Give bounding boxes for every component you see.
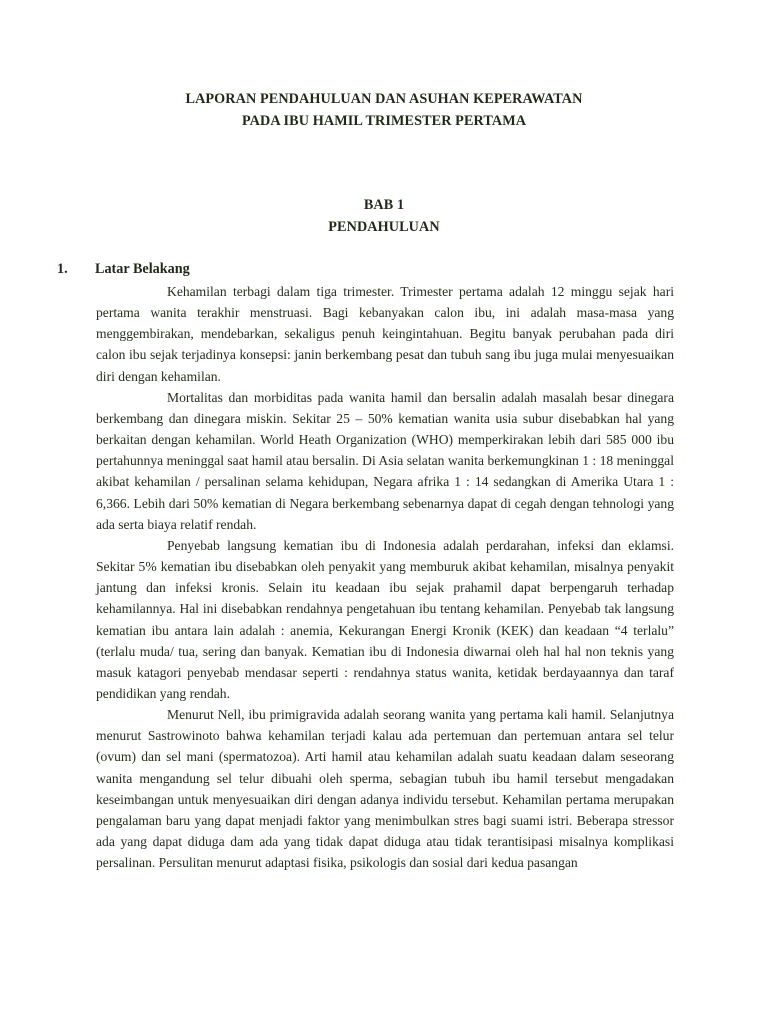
- chapter-title: PENDAHULUAN: [328, 219, 440, 235]
- paragraph-2: Mortalitas dan morbiditas pada wanita hamil dan bersalin adalah masalah besar dinegara berkembang dan dinegara miskin. Sekitar 25 – 50% kematian wanita usia subur disebabkan hal yang berkaitan dengan kehamilan. World Heath Organization (WHO) memperkirakan lebih dari 585 000 ibu pertahunnya meninggal saat hamil atau bersalin. Di Asia selatan wanita berkemungkinan 1 : 18 meninggal akibat kehamilan / persalinan selama kehidupan, Negara afrika 1 : 14 sedangkan di Amerika Utara 1 : 6,366. Lebih dari 50% kematian di Negara berkembang sebenarnya dapat di cegah dengan tehnologi yang ada serta biaya relatif rendah.: [96, 389, 674, 532]
- paragraph-1: Kehamilan terbagi dalam tiga trimester. Trimester pertama adalah 12 minggu sejak hari pertama wanita terakhir menstruasi. Bagi kebanyakan calon ibu, ini adalah masa-masa yang menggembirakan, mendebarkan, sekaligus penuh keingintahuan. Begitu banyak perubahan pada diri calon ibu sejak terjadinya konsepsi: janin berkembang pesat dan tubuh sang ibu juga mulai menyesuaikan diri dengan kehamilan.: [96, 284, 674, 384]
- document-title-line-2: PADA IBU HAMIL TRIMESTER PERTAMA: [241, 113, 527, 129]
- chapter-number: BAB 1: [363, 197, 405, 213]
- section-number: 1.: [57, 261, 68, 277]
- document-title-line-1: LAPORAN PENDAHULUAN DAN ASUHAN KEPERAWATAN: [185, 91, 583, 107]
- section-title: Latar Belakang: [95, 261, 190, 277]
- section-body: [96, 281, 674, 873]
- paragraph-3: Penyebab langsung kematian ibu di Indonesia adalah perdarahan, infeksi dan eklamsi. Sekitar 5% kematian ibu disebabkan oleh penyakit yang memburuk akibat kehamilan, misalnya penyakit jantung dan infeksi kronis. Selain itu keadaan ibu sejak prahamil dapat berpengaruh terhadap kehamilannya. Hal ini disebabkan rendahnya pengetahuan ibu tentang kehamilan. Penyebab tak langsung kematian ibu antara lain adalah : anemia, Kekurangan Energi Kronik (KEK) dan keadaan “4 terlalu” (terlalu muda/ tua, sering dan banyak. Kematian ibu di Indonesia diwarnai oleh hal hal non teknis yang masuk katagori penyebab mendasar seperti : rendahnya status wanita, ketidak berdayaannya dan taraf pendidikan yang rendah.: [96, 537, 674, 701]
- paragraph-4: Menurut Nell, ibu primigravida adalah seorang wanita yang pertama kali hamil. Selanjutnya menurut Sastrowinoto bahwa kehamilan terjadi kalau ada pertemuan dan pertemuan antara sel telur (ovum) dan sel mani (spermatozoa). Arti hamil atau kehamilan adalah suatu keadaan dalam seseorang wanita mengandung sel telur dibuahi oleh sperma, sebagian tubuh ibu hamil tersebut mengadakan keseimbangan untuk menyesuaikan diri dengan adanya individu tersebut. Kehamilan pertama merupakan pengalaman baru yang dapat menjadi faktor yang menimbulkan stres bagi suami istri. Beberapa stressor ada yang dapat diduga dam ada yang tidak dapat diduga atau tidak terantisipasi misalnya komplikasi persalinan. Persulitan menurut adaptasi fisika, psikologis dan sosial dari kedua pasangan: [96, 707, 674, 871]
